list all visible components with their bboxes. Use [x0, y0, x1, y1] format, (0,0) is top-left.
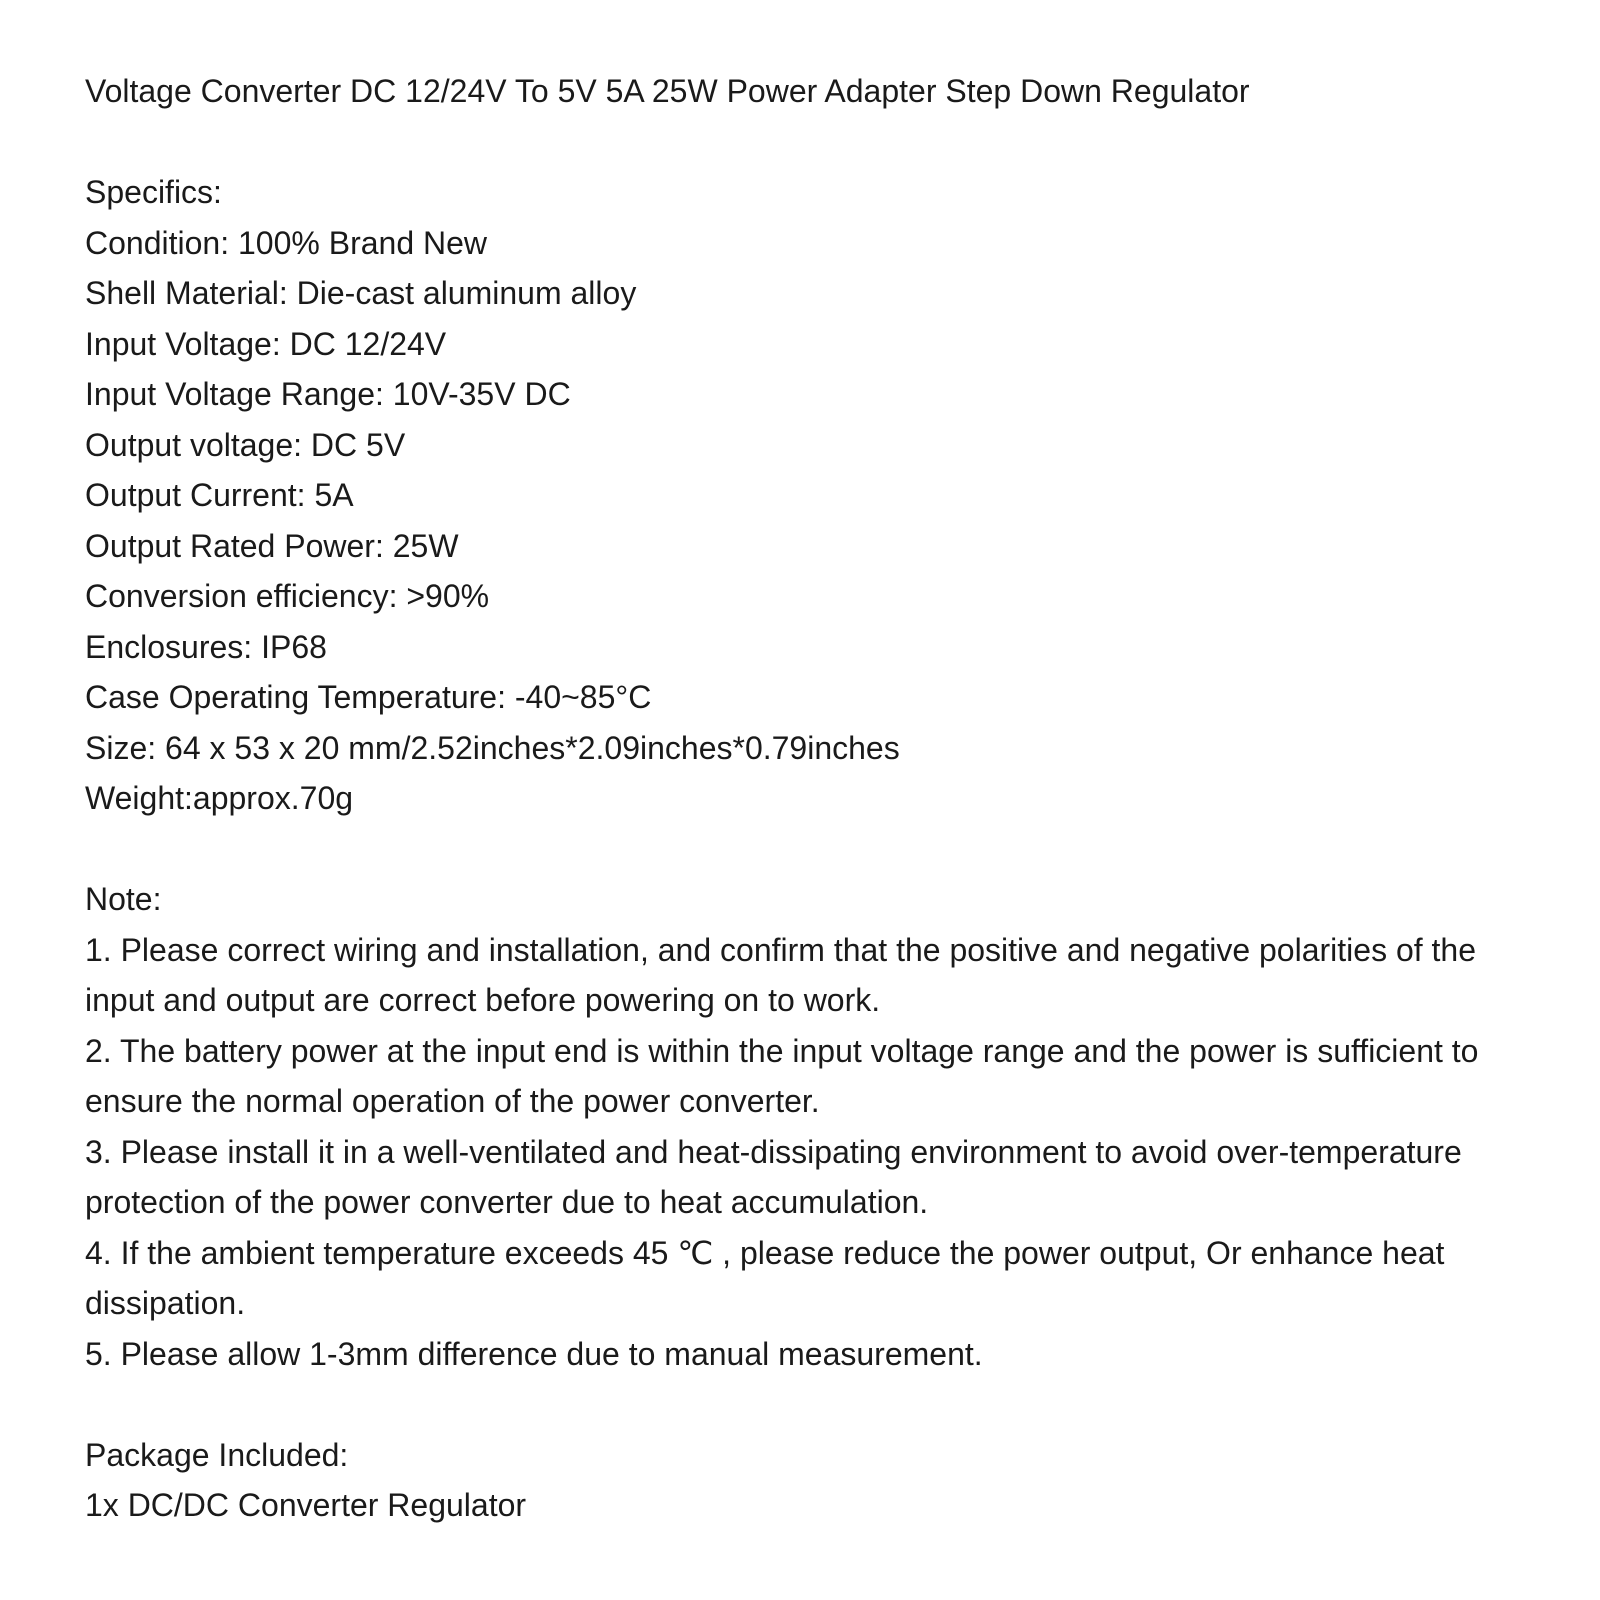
spec-operating-temperature: Case Operating Temperature: -40~85°C: [85, 679, 652, 715]
package-item: 1x DC/DC Converter Regulator: [85, 1487, 527, 1523]
specifics-list: [85, 218, 1525, 824]
product-title: Voltage Converter DC 12/24V To 5V 5A 25W Power Adapter Step Down Regulator: [85, 73, 1250, 109]
spec-condition: Condition: 100% Brand New: [85, 224, 488, 261]
note-item-4: 4. If the ambient temperature exceeds 45 ℃ , please reduce the power output, Or enhance heat dissipation.: [85, 1234, 1445, 1321]
note-item-1: 1. Please correct wiring and installation, and confirm that the positive and negative polarities of the input and output are correct before powering on to work.: [85, 931, 1477, 1018]
spec-shell-material: Shell Material: Die-cast aluminum alloy: [85, 275, 637, 311]
spec-output-voltage: Output voltage: DC 5V: [85, 426, 406, 463]
spec-conversion-efficiency: Conversion efficiency: >90%: [85, 578, 490, 614]
note-item-5: 5. Please allow 1-3mm difference due to manual measurement.: [85, 1335, 983, 1372]
spec-enclosures: Enclosures: IP68: [85, 628, 327, 665]
spec-size: Size: 64 x 53 x 20 mm/2.52inches*2.09inches*0.79inches: [85, 729, 900, 766]
specifics-heading: Specifics:: [85, 174, 222, 210]
note-list: [85, 925, 1525, 1380]
package-list: [85, 1480, 1525, 1531]
spec-input-voltage-range: Input Voltage Range: 10V-35V DC: [85, 376, 571, 412]
note-item-2: 2. The battery power at the input end is within the input voltage range and the power is sufficient to ensure the normal operation of the power converter.: [85, 1032, 1479, 1119]
spacer: [85, 117, 1525, 168]
note-heading: Note:: [85, 881, 162, 917]
spec-output-current: Output Current: 5A: [85, 477, 354, 513]
note-item-3: 3. Please install it in a well-ventilated and heat-dissipating environment to avoid over-temperature protection of the power converter due to heat accumulation.: [85, 1133, 1462, 1220]
spec-input-voltage: Input Voltage: DC 12/24V: [85, 325, 447, 362]
spacer: [85, 1379, 1525, 1430]
product-description: [85, 66, 1525, 1531]
spec-weight: Weight:approx.70g: [85, 780, 354, 816]
spec-output-rated-power: Output Rated Power: 25W: [85, 527, 459, 564]
spacer: [85, 824, 1525, 875]
package-heading: Package Included:: [85, 1436, 349, 1473]
